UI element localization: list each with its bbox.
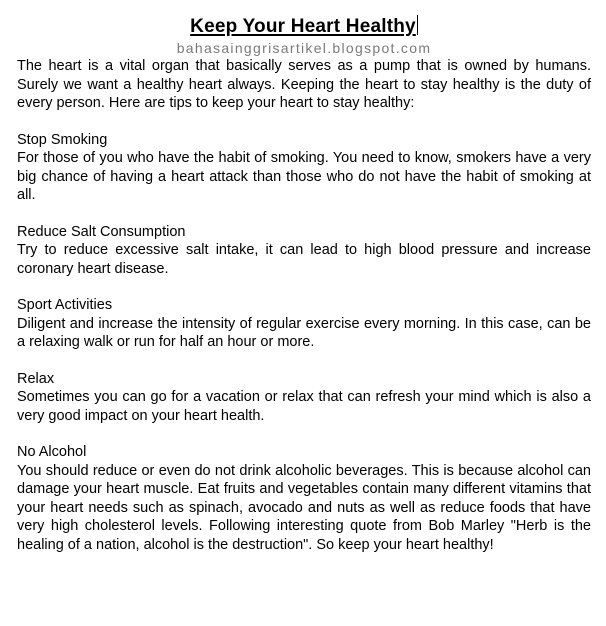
section-heading: No Alcohol: [17, 444, 87, 460]
section-heading: Stop Smoking: [17, 131, 108, 148]
section-no-alcohol: [17, 443, 591, 554]
section-relax: [17, 370, 591, 426]
section-heading: Sport Activities: [17, 297, 113, 313]
document-title: [17, 15, 591, 39]
section-text: Diligent and increase the intensity of regular exercise every morning. In this case, can be a relaxing walk or run for half an hour or more.: [17, 315, 591, 350]
section-text: You should reduce or even do not drink alcoholic beverages. This is because alcohol can damage your heart muscle. Eat fruits and vegetables contain many different vitamins that your heart needs such as spinach, avocado and nuts as well as reduce foods that have very high cholesterol levels. Following interesting quote from Bob Marley "Herb is the healing of a nation, alcohol is the destruction". So keep your heart healthy!: [17, 462, 591, 553]
section-heading: Reduce Salt Consumption: [17, 223, 186, 240]
section-text: Try to reduce excessive salt intake, it can lead to high blood pressure and increase coronary heart disease.: [17, 242, 591, 277]
section-reduce-salt: [17, 223, 591, 279]
section-stop-smoking: [17, 131, 591, 205]
text-cursor: [417, 15, 418, 35]
intro-paragraph: The heart is a vital organ that basically serves as a pump that is owned by humans. Surely we want a healthy heart always. Keeping the heart to stay healthy is the duty of every person. Here are tips to keep your heart to stay healthy:: [17, 58, 591, 111]
document-title-text: Keep Your Heart Healthy: [190, 16, 416, 37]
section-heading: Relax: [17, 370, 55, 387]
section-text: For those of you who have the habit of smoking. You need to know, smokers have a very big chance of having a heart attack than those who do not have the habit of smoking at all.: [17, 150, 591, 203]
section-text: Sometimes you can go for a vacation or relax that can refresh your mind which is also a very good impact on your heart health.: [17, 389, 591, 424]
section-sport-activities: [17, 296, 591, 352]
document-page: [17, 0, 591, 554]
source-url: bahasainggrisartikel.blogspot.com: [176, 40, 432, 56]
